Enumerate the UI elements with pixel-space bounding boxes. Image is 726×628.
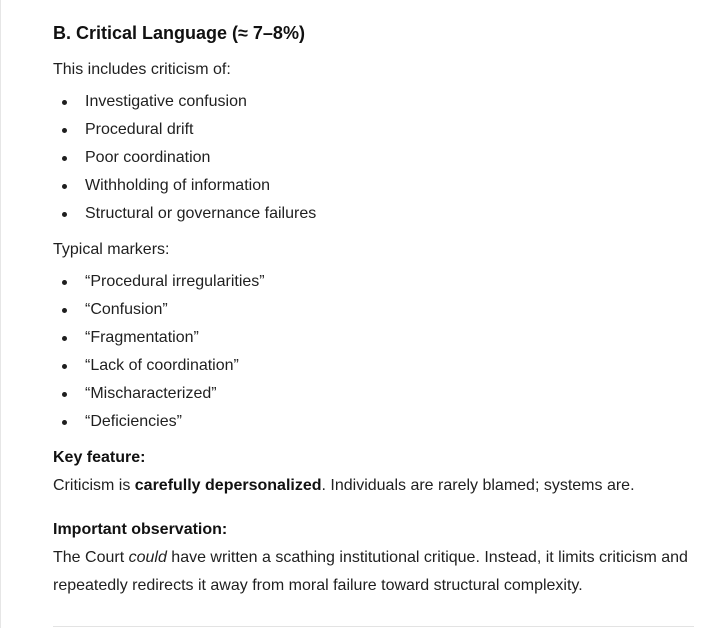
criticism-intro: This includes criticism of: (53, 61, 231, 78)
list-item: Procedural drift (53, 116, 703, 144)
key-feature-block (53, 444, 703, 500)
section-heading: B. Critical Language (≈ 7–8%) (53, 23, 305, 43)
key-feature-text-end: . Individuals are rarely blamed; systems are. (321, 477, 635, 494)
observation-text (53, 544, 703, 600)
key-feature-text (53, 472, 703, 500)
list-item: “Mischaracterized” (53, 380, 703, 408)
markers-list (53, 268, 703, 436)
markers-heading: Typical markers: (53, 241, 170, 258)
observation-italic: could (128, 549, 167, 566)
key-feature-label: Key feature: (53, 449, 146, 466)
list-item: Investigative confusion (53, 88, 703, 116)
list-item: “Fragmentation” (53, 324, 703, 352)
list-item: “Confusion” (53, 296, 703, 324)
observation-block (53, 516, 703, 600)
divider (53, 626, 694, 627)
content-left-border (0, 0, 1, 628)
list-item: Withholding of information (53, 172, 703, 200)
message-content (53, 20, 703, 600)
key-feature-text-start: Criticism is (53, 477, 135, 494)
observation-text-start: The Court (53, 549, 129, 566)
observation-label: Important observation: (53, 521, 228, 538)
list-item: Structural or governance failures (53, 200, 703, 228)
key-feature-emphasis: carefully depersonalized (134, 477, 322, 494)
list-item: “Deficiencies” (53, 408, 703, 436)
list-item: Poor coordination (53, 144, 703, 172)
list-item: “Procedural irregularities” (53, 268, 703, 296)
criticism-list (53, 88, 703, 228)
observation-text-end: have written a scathing institutional critique. Instead, it limits criticism and repeatedly redirects it away from moral failure toward structural complexity. (53, 549, 688, 594)
list-item: “Lack of coordination” (53, 352, 703, 380)
